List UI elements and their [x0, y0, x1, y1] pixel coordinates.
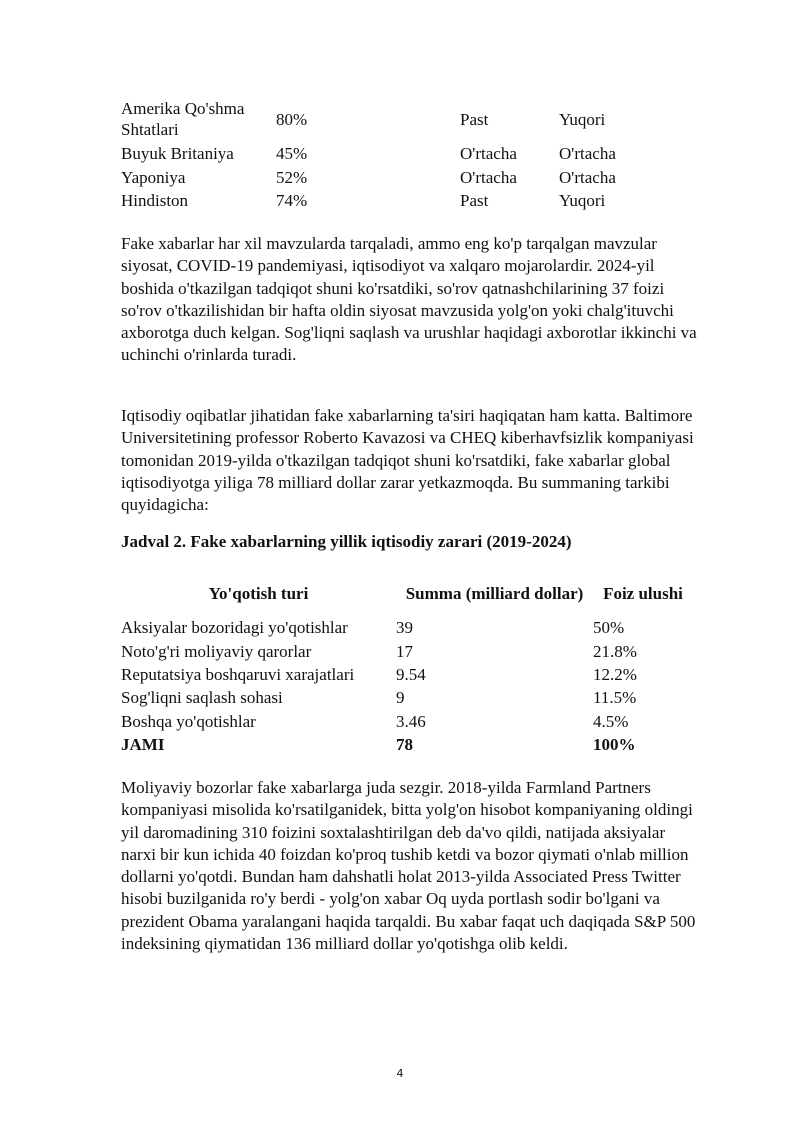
header-share: Foiz ulushi — [603, 583, 683, 603]
table-row — [121, 710, 693, 733]
paragraph-economic-impact: Iqtisodiy oqibatlar jihatidan fake xabarlarning ta'siri haqiqatan ham katta. Baltimore Universitetining professor Roberto Kavazosi va CHEQ kiberhavfsizlik kompaniyasi tomonidan 2019-yilda o'tkazilgan tadqiqot shuni ko'rsatdiki, fake xabarlar global iqtisodiyotga yiliga 78 milliard dollar zarar yetkazmoqda. Bu summaning tarkibi quyidagicha: — [121, 406, 694, 515]
share-cell: 21.8% — [593, 641, 637, 661]
total-label: JAMI — [121, 735, 165, 755]
table-row — [121, 96, 679, 142]
level2-cell: O'rtacha — [559, 167, 616, 187]
type-cell: Reputatsiya boshqaruvi xarajatlari — [121, 664, 355, 684]
table-row — [121, 142, 679, 166]
paragraph-financial-markets: Moliyaviy bozorlar fake xabarlarga juda sezgir. 2018-yilda Farmland Partners kompaniyasi misolida ko'rsatilganidek, bitta yolg'on hisobot kompaniyaning oldingi yil daromadining 310 foizini soxtalashtirilgan deb da'vo qildi, natijada aksiyalar narxi bir kun ichida 40 foizdan ko'proq tushib ketdi va bozor qiymati o'nlab million dollarni yo'qotdi. Bundan ham dahshatli holat 2013-yilda Associated Press Twitter hisobi buzilganida ro'y berdi - yolg'on xabar Oq uyda portlash sodir bo'lgani va prezident Obama yaralangani haqida tarqaldi. Bu xabar faqat uch daqiqada S&P 500 indeksining qiymatidan 136 milliard dollar yo'qotishga olib keldi. — [121, 778, 696, 954]
header-amount: Summa (milliard dollar) — [405, 583, 584, 603]
table-caption: Jadval 2. Fake xabarlarning yillik iqtisodiy zarari (2019-2024) — [121, 532, 572, 551]
total-share: 100% — [593, 735, 636, 755]
country-cell: Hindiston — [121, 191, 189, 211]
total-amount: 78 — [396, 735, 413, 755]
type-cell: Aksiyalar bozoridagi yo'qotishlar — [121, 618, 348, 638]
table-row — [121, 663, 693, 686]
share-cell: 50% — [593, 618, 625, 638]
paragraph-topics: Fake xabarlar har xil mavzularda tarqaladi, ammo eng ko'p tarqalgan mavzular siyosat, COVID-19 pandemiyasi, iqtisodiyot va xalqaro mojarolardir. 2024-yil boshida o'tkazilgan tadqiqot shuni ko'rsatdiki, so'rov qatnashchilarining 37 foizi so'rov o'tkazilishidan bir hafta oldin siyosat mavzusida yolg'on yoki chalg'ituvchi axborotga duch kelgan. Sog'liqni saqlash va urushlar haqidagi axborotlar ikkinchi va uchinchi o'rinlarda turadi. — [121, 234, 697, 365]
share-cell: 4.5% — [593, 711, 629, 731]
table-total-row — [121, 733, 693, 756]
percent-cell: 74% — [276, 191, 308, 211]
table-header-row — [121, 570, 693, 616]
table-row — [121, 166, 679, 190]
percent-cell: 80% — [276, 109, 308, 129]
table-row — [121, 686, 693, 709]
country-table — [121, 96, 679, 213]
amount-cell: 3.46 — [396, 711, 426, 731]
table-row — [121, 639, 693, 662]
page-number: 4 — [396, 1067, 404, 1080]
header-type: Yo'qotish turi — [208, 583, 309, 603]
type-cell: Boshqa yo'qotishlar — [121, 711, 256, 731]
level2-cell: Yuqori — [559, 191, 606, 211]
level2-cell: Yuqori — [559, 109, 606, 129]
percent-cell: 52% — [276, 167, 308, 187]
table-row — [121, 189, 679, 213]
country-cell: Yaponiya — [121, 167, 186, 187]
level1-cell: Past — [460, 191, 489, 211]
table-row — [121, 616, 693, 639]
share-cell: 12.2% — [593, 664, 637, 684]
percent-cell: 45% — [276, 144, 308, 164]
amount-cell: 17 — [396, 641, 413, 661]
country-cell: Amerika Qo'shma Shtatlari — [121, 99, 245, 139]
level1-cell: O'rtacha — [460, 167, 517, 187]
amount-cell: 9 — [396, 688, 405, 708]
losses-table — [121, 570, 693, 756]
type-cell: Sog'liqni saqlash sohasi — [121, 688, 283, 708]
amount-cell: 9.54 — [396, 664, 426, 684]
share-cell: 11.5% — [593, 688, 637, 708]
level1-cell: Past — [460, 109, 489, 129]
level1-cell: O'rtacha — [460, 144, 517, 164]
country-cell: Buyuk Britaniya — [121, 144, 234, 164]
amount-cell: 39 — [396, 618, 413, 638]
level2-cell: O'rtacha — [559, 144, 616, 164]
type-cell: Noto'g'ri moliyaviy qarorlar — [121, 641, 312, 661]
